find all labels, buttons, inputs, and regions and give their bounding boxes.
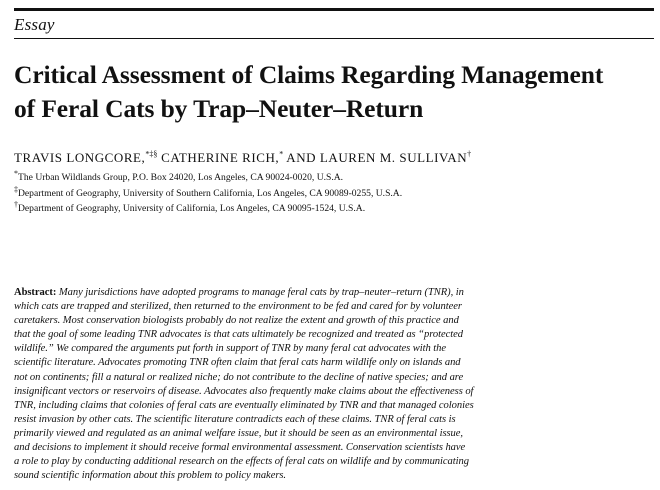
author-marks: † — [467, 149, 472, 159]
section-label: Essay — [14, 15, 55, 34]
abstract-label: Abstract: — [14, 287, 57, 298]
abstract — [14, 286, 654, 483]
header-divider — [14, 38, 654, 39]
affiliation-mark: * — [14, 168, 18, 178]
affiliation-text: The Urban Wildlands Group, P.O. Box 24020, Los Angeles, CA 90024-0020, U.S.A. — [18, 172, 344, 183]
author-name: CATHERINE RICH, — [157, 150, 280, 165]
abstract-line: resist invasion by other cats. The scientific literature contradicts each of these claims. TNR of feral cats is — [14, 413, 456, 425]
abstract-line: which cats are trapped and sterilized, then returned to the environment to be fed and cared for by volunteer — [14, 301, 462, 313]
affiliation-text: Department of Geography, University of Southern California, Los Angeles, CA 90089-0255, U.S.A. — [18, 187, 403, 199]
header-top-rule — [14, 8, 654, 11]
abstract-line: that the goal of some leading TNR advocates is that cats ultimately be recognized and treated as “protected — [14, 329, 463, 341]
affiliation-mark: ‡ — [14, 184, 18, 194]
author-name: AND LAUREN M. SULLIVAN — [283, 150, 468, 165]
abstract-line: wildlife.” We compared the arguments put forth in support of TNR by many feral cat advocates with the — [14, 343, 447, 355]
author-list — [14, 150, 471, 166]
affiliation-list — [14, 170, 402, 217]
abstract-line: scientific literature. Advocates promoting TNR often claim that feral cats harm wildlife only on islands and — [14, 357, 461, 369]
abstract-line: sound scientific information about this problem to policy makers. — [14, 470, 287, 482]
author-name: TRAVIS LONGCORE, — [14, 150, 146, 165]
abstract-line: TNR, including claims that colonies of feral cats are eventually eliminated by TNR and that managed colonies — [14, 399, 474, 411]
title-line: Critical Assessment of Claims Regarding Management — [14, 60, 604, 89]
affiliation — [14, 170, 402, 186]
affiliation-text: Department of Geography, University of California, Los Angeles, CA 90095-1524, U.S.A. — [18, 203, 366, 214]
author-marks: * — [279, 149, 284, 159]
abstract-line — [14, 286, 654, 300]
abstract-line: primarily viewed and regulated as an animal welfare issue, but it should be seen as an environmental issue, — [14, 427, 463, 439]
article-title — [14, 58, 660, 126]
title-line: of Feral Cats by Trap–Neuter–Return — [14, 94, 424, 123]
affiliation-mark: † — [14, 199, 18, 209]
abstract-line: caretakers. Most conservation biologists probably do not realize the extent and growth of this practice and — [14, 315, 459, 327]
abstract-line: insignificant vectors or reservoirs of disease. Advocates also frequently make claims about the effectiveness of — [14, 385, 474, 397]
author-marks: *‡§ — [145, 149, 158, 159]
abstract-line: a role to play by conducting additional research on the effects of feral cats on wildlife and by communicating — [14, 456, 469, 468]
abstract-line: and decisions to implement it should receive formal environmental assessment. Conservation scientists have — [14, 442, 466, 454]
abstract-line: not on continents; fill a natural or realized niche; do not contribute to the decline of native species; and are — [14, 371, 464, 383]
affiliation — [14, 201, 402, 217]
abstract-text: Many jurisdictions have adopted programs to manage feral cats by trap–neuter–return (TNR), in — [58, 287, 464, 298]
affiliation — [14, 186, 402, 202]
